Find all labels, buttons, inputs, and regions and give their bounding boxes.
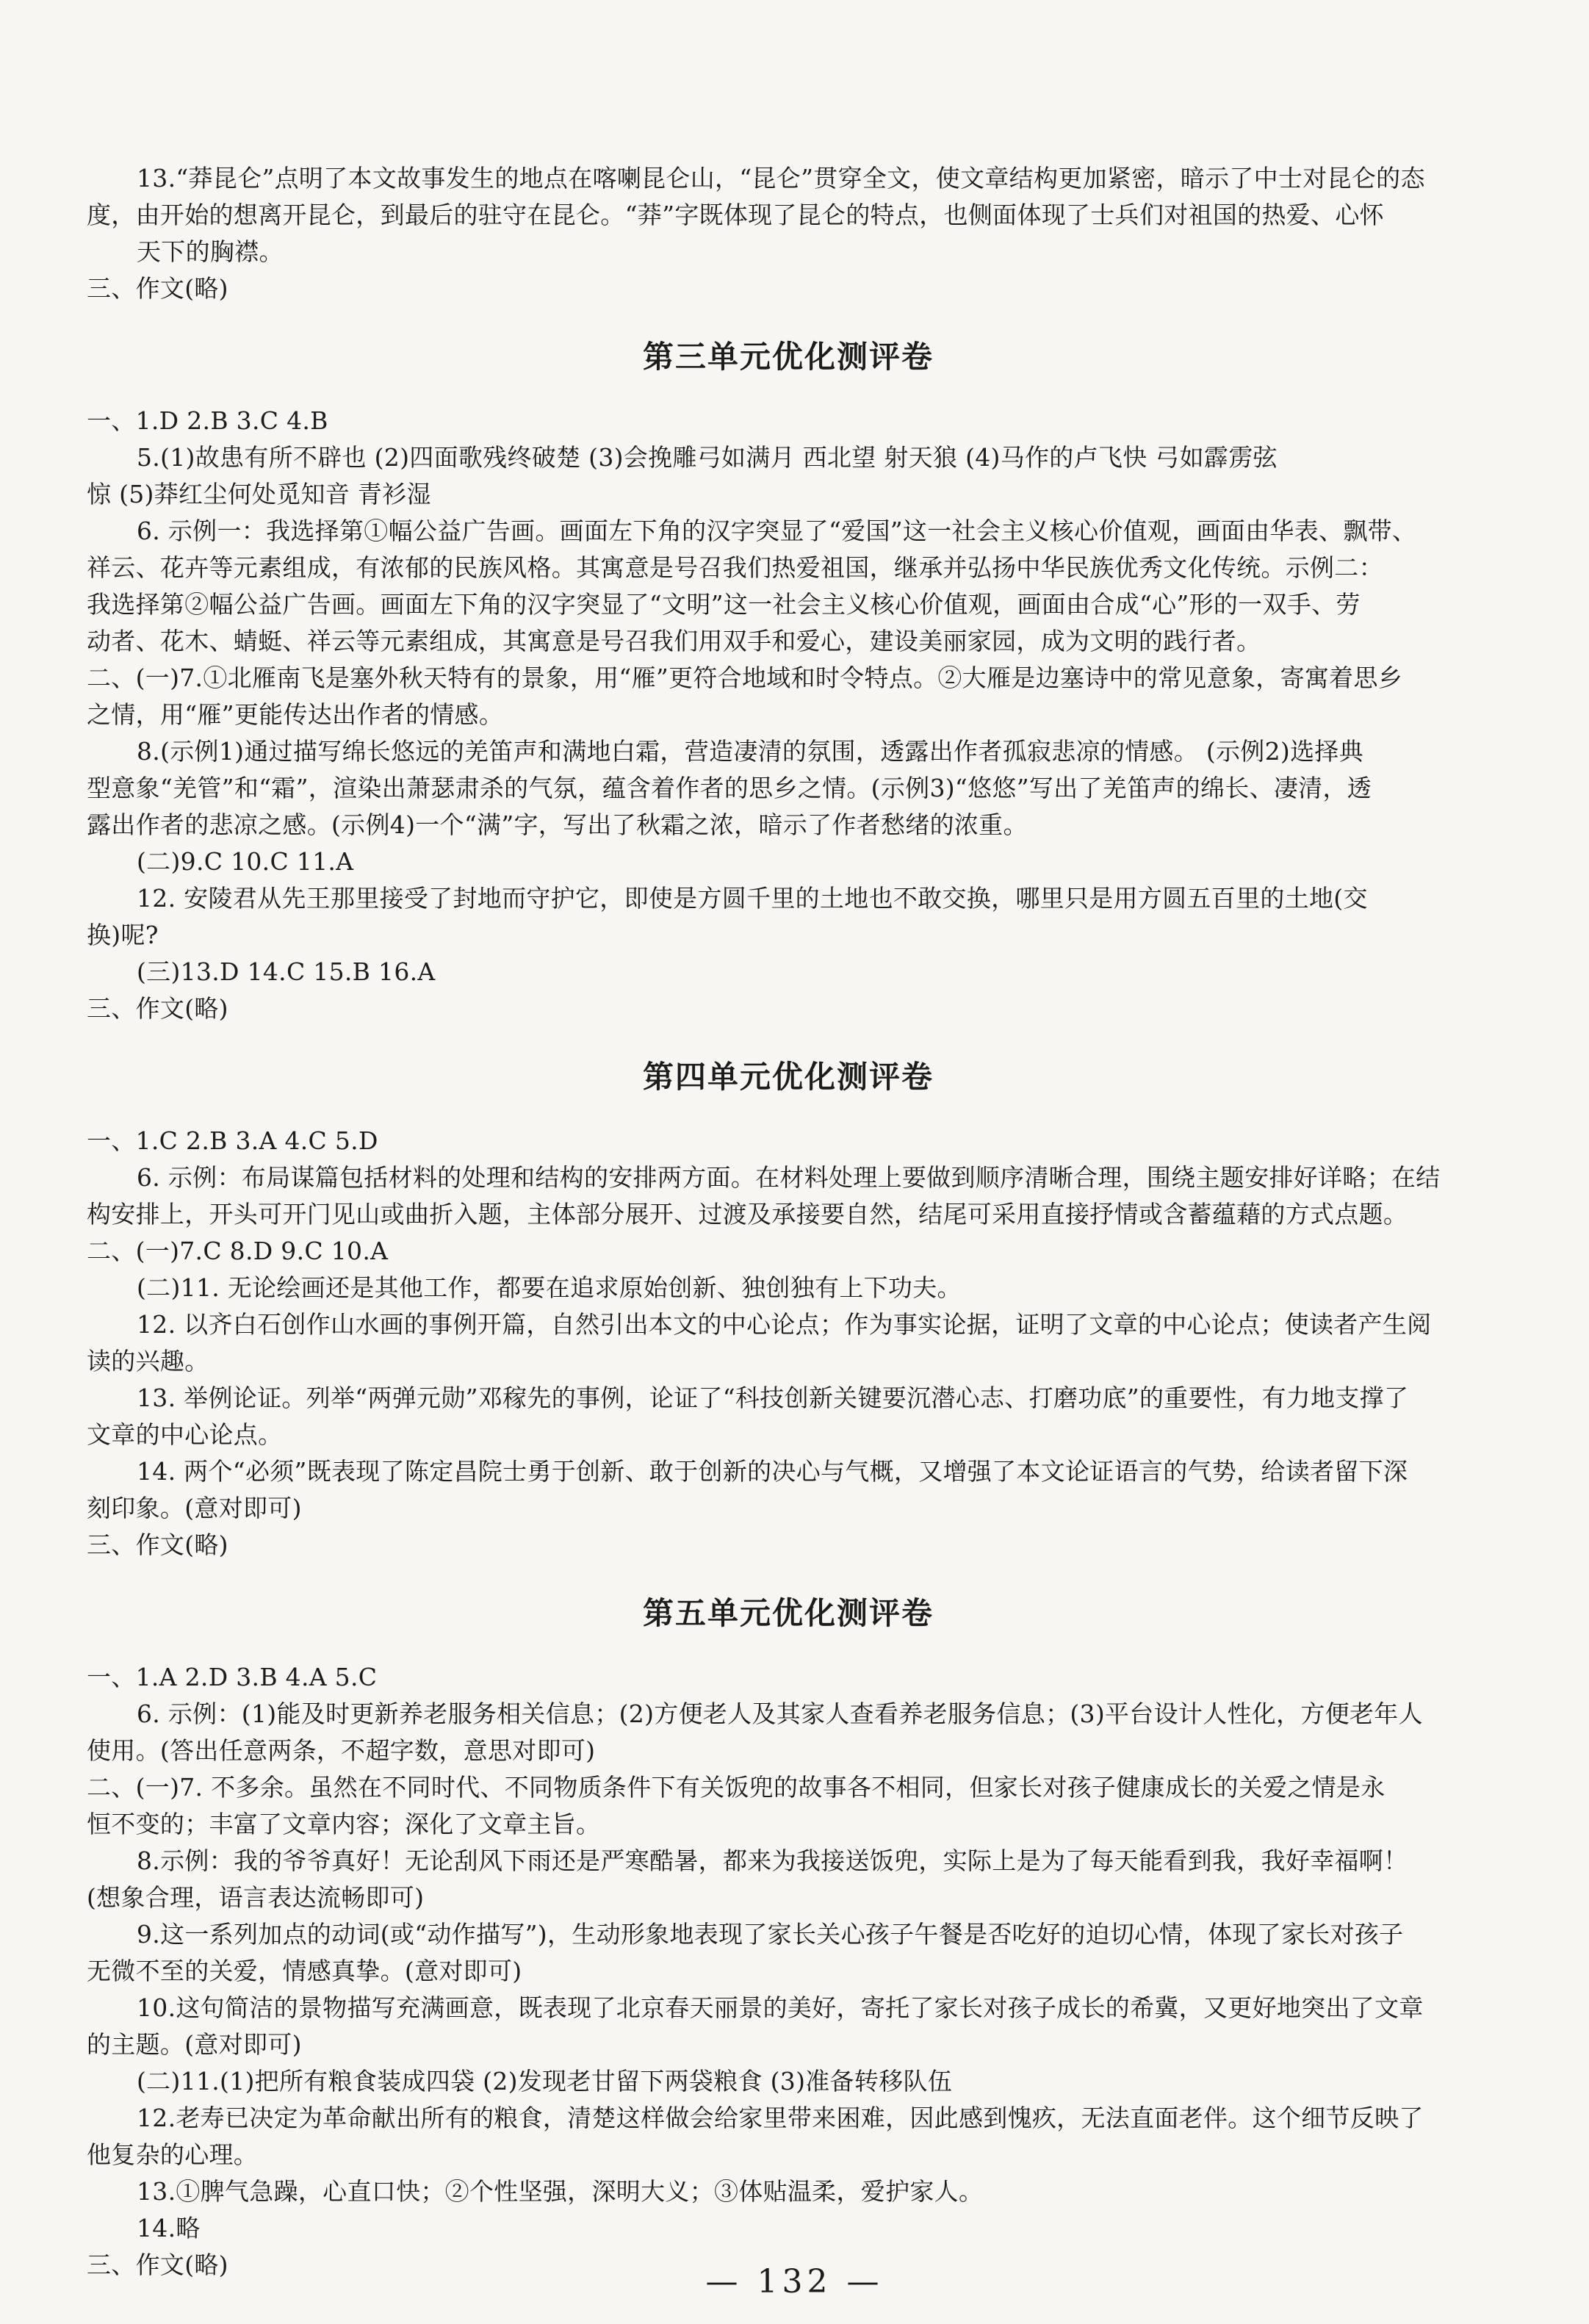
unit5-answer-line: 恒不变的；丰富了文章内容；深化了文章主旨。: [87, 1810, 601, 1838]
top-section: [87, 160, 1490, 307]
unit3-answer-line: 8.(示例1)通过描写绵长悠远的羌笛声和满地白霜，营造凄清的氛围，透露出作者孤寂悲凉的情感。 (示例2)选择典: [137, 737, 1363, 766]
unit3-answer-line: 三、作文(略): [87, 994, 228, 1023]
unit3-answer-line: 换)呢?: [87, 921, 159, 949]
unit5-answer-line: 二、(一)7. 不多余。虽然在不同时代、不同物质条件下有关饭兜的故事各不相同，但家长对孩子健康成长的关爱之情是永: [87, 1773, 1386, 1802]
unit5-answer-line: 6. 示例：(1)能及时更新养老服务相关信息；(2)方便老人及其家人查看养老服务信息；(3)平台设计人性化，方便老年人: [137, 1699, 1423, 1728]
unit5-answer-line: 使用。(答出任意两条，不超字数，意思对即可): [87, 1736, 596, 1765]
unit5-answer-line: 的主题。(意对即可): [87, 2030, 302, 2059]
unit3-answer-line: 惊 (5)莽红尘何处觅知音 青衫湿: [87, 480, 431, 508]
unit3-answer-line: 祥云、花卉等元素组成，有浓郁的民族风格。其寓意是号召我们热爱祖国，继承并弘扬中华民族优秀文化传统。示例二：: [87, 553, 1383, 582]
unit3-answer-line: 露出作者的悲凉之感。(示例4)一个“满”字，写出了秋霜之浓，暗示了作者愁绪的浓重。: [87, 810, 1028, 839]
unit5-answer-line: 10.这句简洁的景物描写充满画意，既表现了北京春天丽景的美好，寄托了家长对孩子成长的希冀，又更好地突出了文章: [137, 1993, 1424, 2022]
unit3-section: [87, 403, 1490, 1027]
unit3-answer-line: 我选择第②幅公益广告画。画面左下角的汉字突显了“文明”这一社会主义核心价值观，画面由合成“心”形的一双手、劳: [87, 590, 1361, 619]
unit3-title: 第三单元优化测评卷: [642, 339, 934, 375]
essay-line: 三、作文(略): [87, 274, 228, 303]
unit5-answer-line: 三、作文(略): [87, 2251, 228, 2279]
unit4-answer-line: 三、作文(略): [87, 1530, 228, 1559]
unit3-answer-line: (三)13.D 14.C 15.B 16.A: [137, 957, 436, 986]
unit3-answer-line: 二、(一)7.①北雁南飞是塞外秋天特有的景象，用“雁”更符合地域和时令特点。②大雁是边塞诗中的常见意象，寄寓着思乡: [87, 663, 1403, 692]
unit5-section: [87, 1659, 1490, 2284]
unit3-answer-line: 一、1.D 2.B 3.C 4.B: [87, 406, 328, 435]
unit5-title: 第五单元优化测评卷: [642, 1595, 934, 1631]
unit4-answer-line: 12. 以齐白石创作山水画的事例开篇，自然引出本文的中心论点；作为事实论据，证明了文章的中心论点；使读者产生阅: [137, 1310, 1432, 1339]
q13-line: 天下的胸襟。: [137, 237, 284, 266]
page-number: — 132 —: [705, 2263, 884, 2300]
unit5-answer-line: 8.示例：我的爷爷真好！无论刮风下雨还是严寒酷暑，都来为我接送饭兜，实际上是为了每天能看到我，我好幸福啊！: [137, 1846, 1408, 1875]
unit5-answer-line: (二)11.(1)把所有粮食装成四袋 (2)发现老甘留下两袋粮食 (3)准备转移队伍: [137, 2067, 953, 2095]
unit4-answer-line: 构安排上，开头可开门见山或曲折入题，主体部分展开、过渡及承接要自然，结尾可采用直接抒情或含蓄蕴藉的方式点题。: [87, 1200, 1408, 1228]
unit5-answer-line: 他复杂的心理。: [87, 2140, 259, 2169]
unit5-answer-line: 一、1.A 2.D 3.B 4.A 5.C: [87, 1663, 378, 1691]
unit4-answer-line: (二)11. 无论绘画还是其他工作，都要在追求原始创新、独创独有上下功夫。: [137, 1273, 962, 1302]
unit5-answer-line: 13.①脾气急躁，心直口快；②个性坚强，深明大义；③体贴温柔，爱护家人。: [137, 2177, 984, 2206]
unit3-answer-line: 之情，用“雁”更能传达出作者的情感。: [87, 700, 504, 729]
unit4-answer-line: 刻印象。(意对即可): [87, 1494, 302, 1522]
unit4-answer-line: 读的兴趣。: [87, 1347, 209, 1375]
unit4-section: [87, 1123, 1490, 1564]
unit4-title: 第四单元优化测评卷: [642, 1059, 934, 1095]
unit3-answer-line: 5.(1)故患有所不辟也 (2)四面歌残终破楚 (3)会挽雕弓如满月 西北望 射天狼 (4)马作的卢飞快 弓如霹雳弦: [137, 443, 1278, 472]
unit3-answer-line: 动者、花木、蜻蜓、祥云等元素组成，其寓意是号召我们用双手和爱心，建设美丽家园，成为文明的践行者。: [87, 627, 1261, 655]
q13-line: 13.“莽昆仑”点明了本文故事发生的地点在喀喇昆仑山，“昆仑”贯穿全文，使文章结构更加紧密，暗示了中士对昆仑的态: [137, 164, 1425, 193]
unit5-answer-line: 无微不至的关爱，情感真挚。(意对即可): [87, 1957, 522, 1985]
unit5-answer-line: (想象合理，语言表达流畅即可): [87, 1883, 425, 1912]
unit4-answer-line: 14. 两个“必须”既表现了陈定昌院士勇于创新、敢于创新的决心与气概，又增强了本文论证语言的气势，给读者留下深: [137, 1457, 1408, 1486]
unit3-answer-line: 12. 安陵君从先王那里接受了封地而守护它，即使是方圆千里的土地也不敢交换，哪里只是用方圆五百里的土地(交: [137, 884, 1368, 913]
unit3-answer-line: (二)9.C 10.C 11.A: [137, 847, 354, 876]
unit3-answer-line: 6. 示例一：我选择第①幅公益广告画。画面左下角的汉字突显了“爱国”这一社会主义核心价值观，画面由华表、飘带、: [137, 517, 1417, 545]
unit5-answer-line: 14.略: [137, 2214, 201, 2242]
q13-line: 度，由开始的想离开昆仑，到最后的驻守在昆仑。“莽”字既体现了昆仑的特点，也侧面体现了士兵们对祖国的热爱、心怀: [87, 201, 1384, 229]
unit5-answer-line: 12.老寿已决定为革命献出所有的粮食，清楚这样做会给家里带来困难，因此感到愧疚，无法直面老伴。这个细节反映了: [137, 2104, 1424, 2132]
unit4-answer-line: 一、1.C 2.B 3.A 4.C 5.D: [87, 1126, 378, 1155]
unit4-answer-line: 6. 示例：布局谋篇包括材料的处理和结构的安排两方面。在材料处理上要做到顺序清晰合理，围绕主题安排好详略；在结: [137, 1163, 1441, 1192]
unit4-answer-line: 文章的中心论点。: [87, 1420, 283, 1449]
unit5-answer-line: 9.这一系列加点的动词(或“动作描写”)，生动形象地表现了家长关心孩子午餐是否吃好的迫切心情，体现了家长对孩子: [137, 1920, 1404, 1949]
unit4-answer-line: 二、(一)7.C 8.D 9.C 10.A: [87, 1237, 389, 1265]
unit4-answer-line: 13. 举例论证。列举“两弹元勋”邓稼先的事例，论证了“科技创新关键要沉潜心志、打磨功底”的重要性，有力地支撑了: [137, 1384, 1409, 1412]
answer-content: [87, 160, 1490, 2284]
unit3-answer-line: 型意象“羌管”和“霜”，渲染出萧瑟肃杀的气氛，蕴含着作者的思乡之情。(示例3)“悠悠”写出了羌笛声的绵长、凄清，透: [87, 774, 1372, 802]
